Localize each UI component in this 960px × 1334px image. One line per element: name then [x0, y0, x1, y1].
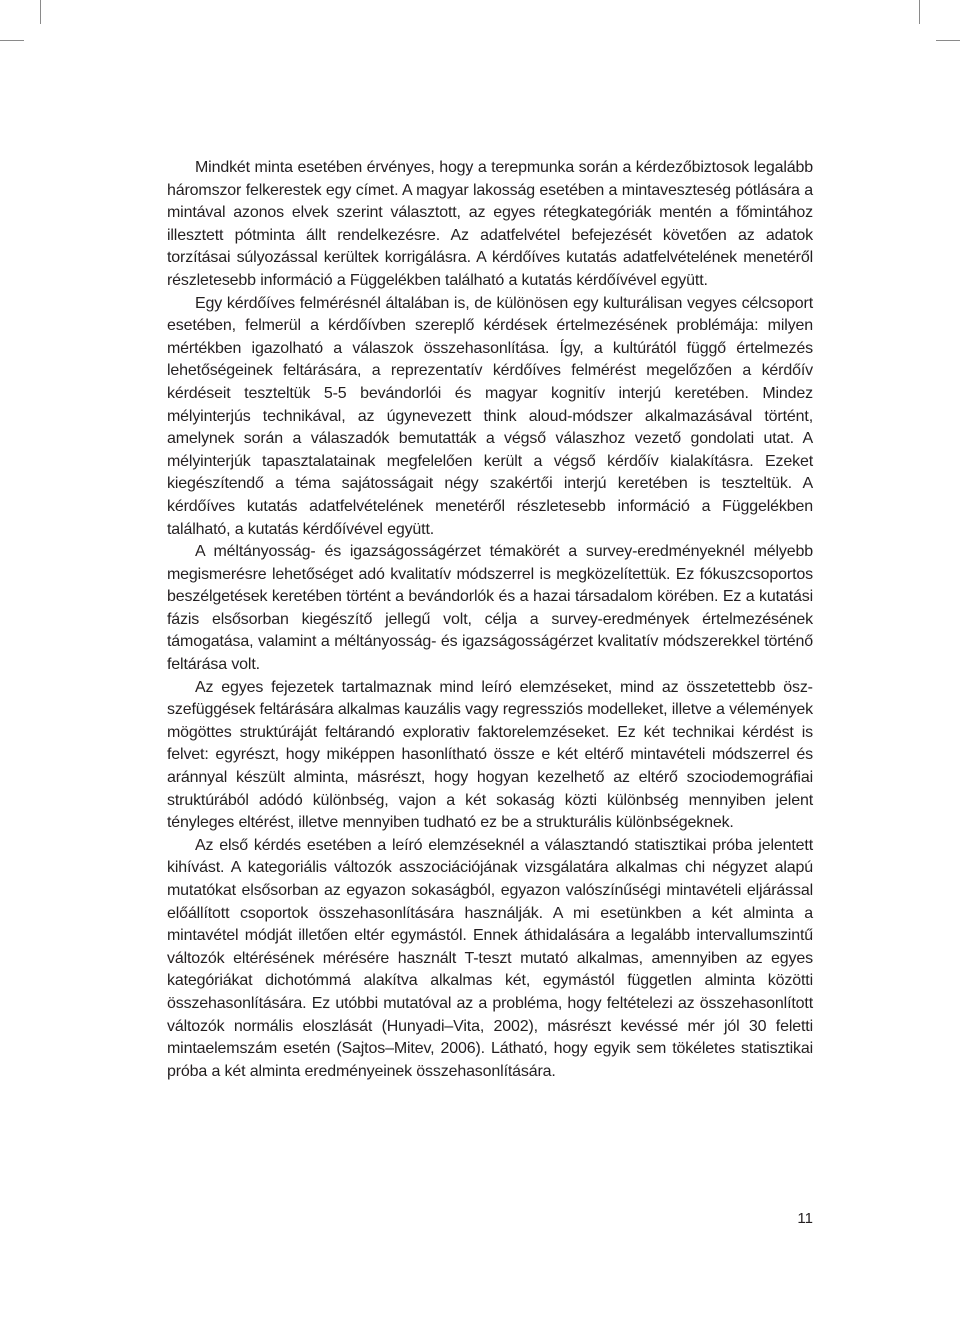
paragraph-5: Az első kérdés esetében a leíró elemzéseknél a választandó statisztikai próba jelentett kihívást. A kategoriális változók asszociációjának vizsgálatára alkalmas chi négyzet alapú mutatókat elsősorban az egyazon sokaságból, egyazon valószínűségi mintavételi eljárással előállított csoportok összehasonlítására használják. A mi esetünkben a két alminta a mintavétel módját illetően eltér egymástól. Ennek áthidalására a legalább intervallumszintű változók eltérésének mérésére használt T-teszt mutató alkalmas, amennyiben az egyes kategóriákat dichotómmá alakítva alkalmas két, egymástól független alminta közötti összehasonlítására. Ez utóbbi mutatóval az a probléma, hogy feltételezi az összehasonlított változók normális eloszlását (Hunyadi–Vita, 2002), másrészt kevéssé mér jól 30 feletti mintaelemszám esetén (Sajtos–Mitev, 2006). Látható, hogy egyik sem tökéletes statisztikai próba a két alminta eredményeinek összehasonlítására. [167, 836, 813, 1080]
crop-mark-top-right-horizontal [936, 40, 960, 41]
paragraph-1: Mindkét minta esetében érvényes, hogy a terepmunka során a kérdezőbiztosok legalább háromszor felkerestek egy címet. A magyar lakosság esetében a mintaveszteség pótlására a mintával azonos elvek szerint választott, az egyes rétegkategóriák mentén a főmintához illesztett pótminta állt rendelkezésre. Az adatfelvétel befejezését követően az adatok torzításai súlyozással kerültek korrigálásra. A kérdőíves kutatás adatfelvételének menetéről részletesebb információ a Függelékben található a kutatás kérdőívével együtt. [167, 159, 813, 289]
paragraph-2: Egy kérdőíves felmérésnél általában is, de különösen egy kulturálisan vegyes célcsoport esetében, felmerül a kérdőívben szereplő kérdések értelmezésének problémája: milyen mértékben igazolható a válaszok összehasonlítása. Így, a kultúrától függő értelmezés lehetőségeinek feltárására, a reprezentatív kérdőíves felmérést megelőzően a kérdőív kérdéseit teszteltük 5-5 bevándorlói és magyar kognitív interjú keretében. Mindez mélyinterjús technikával, az úgynevezett think aloud-módszer alkalmazásával történt, amelynek során a válaszadók bemutatták a végső válaszhoz vezető gondolati utat. A mélyinterjúk tapasztalatainak megfelelően került a végső kérdőív kialakításra. Ezeket kiegészítendő a téma sajátosságait négy szakértői interjú keretében is teszteltük. A kérdőíves kutatás adatfelvételének menetéről részletesebb információ a Függelékben található, a kutatás kérdőívével együtt. [167, 294, 813, 538]
paragraph-3: A méltányosság- és igazságosságérzet témakörét a survey-eredményeknél mélyebb megismerésre lehetőséget adó kvalitatív módszerrel is megközelítettük. Ez fókuszcsoportos beszélgetések keretében történt a bevándorlók és a hazai társadalom körében. Ez a kutatási fázis elsősorban kiegészítő jellegű volt, célja a survey-eredmények értelmezésének támogatása, valamint a méltányosság- és igazságosságérzet kvalitatív módszerekkel történő feltárása volt. [167, 543, 813, 674]
body-text [167, 157, 813, 1083]
crop-mark-top-right-vertical [919, 0, 920, 24]
page-number: 11 [797, 1210, 813, 1227]
crop-mark-top-left-horizontal [0, 40, 24, 41]
crop-mark-top-left-vertical [40, 0, 41, 24]
paragraph-4: Az egyes fejezetek tartalmaznak mind leíró elemzéseket, mind az összetettebb öszszefüggések feltárására alkalmas kauzális vagy regressziós modelleket, illetve a vélemények mögöttes struktúráját feltárandó explorativ faktorelemzéseket. Ez két technikai kérdést is felvet: egyrészt, hogy miképpen hasonlítható össze e két eltérő mintavételi módszerrel és aránnyal készült alminta, másrészt, hogy hogyan kezelhető az eltérő szociodemográfiai struktúrából adódó különbség, vajon a két sokaság közti különbség mennyiben jelent tényleges eltérést, illetve mennyiben tudható ez be a strukturális különbségeknek. [167, 678, 813, 832]
